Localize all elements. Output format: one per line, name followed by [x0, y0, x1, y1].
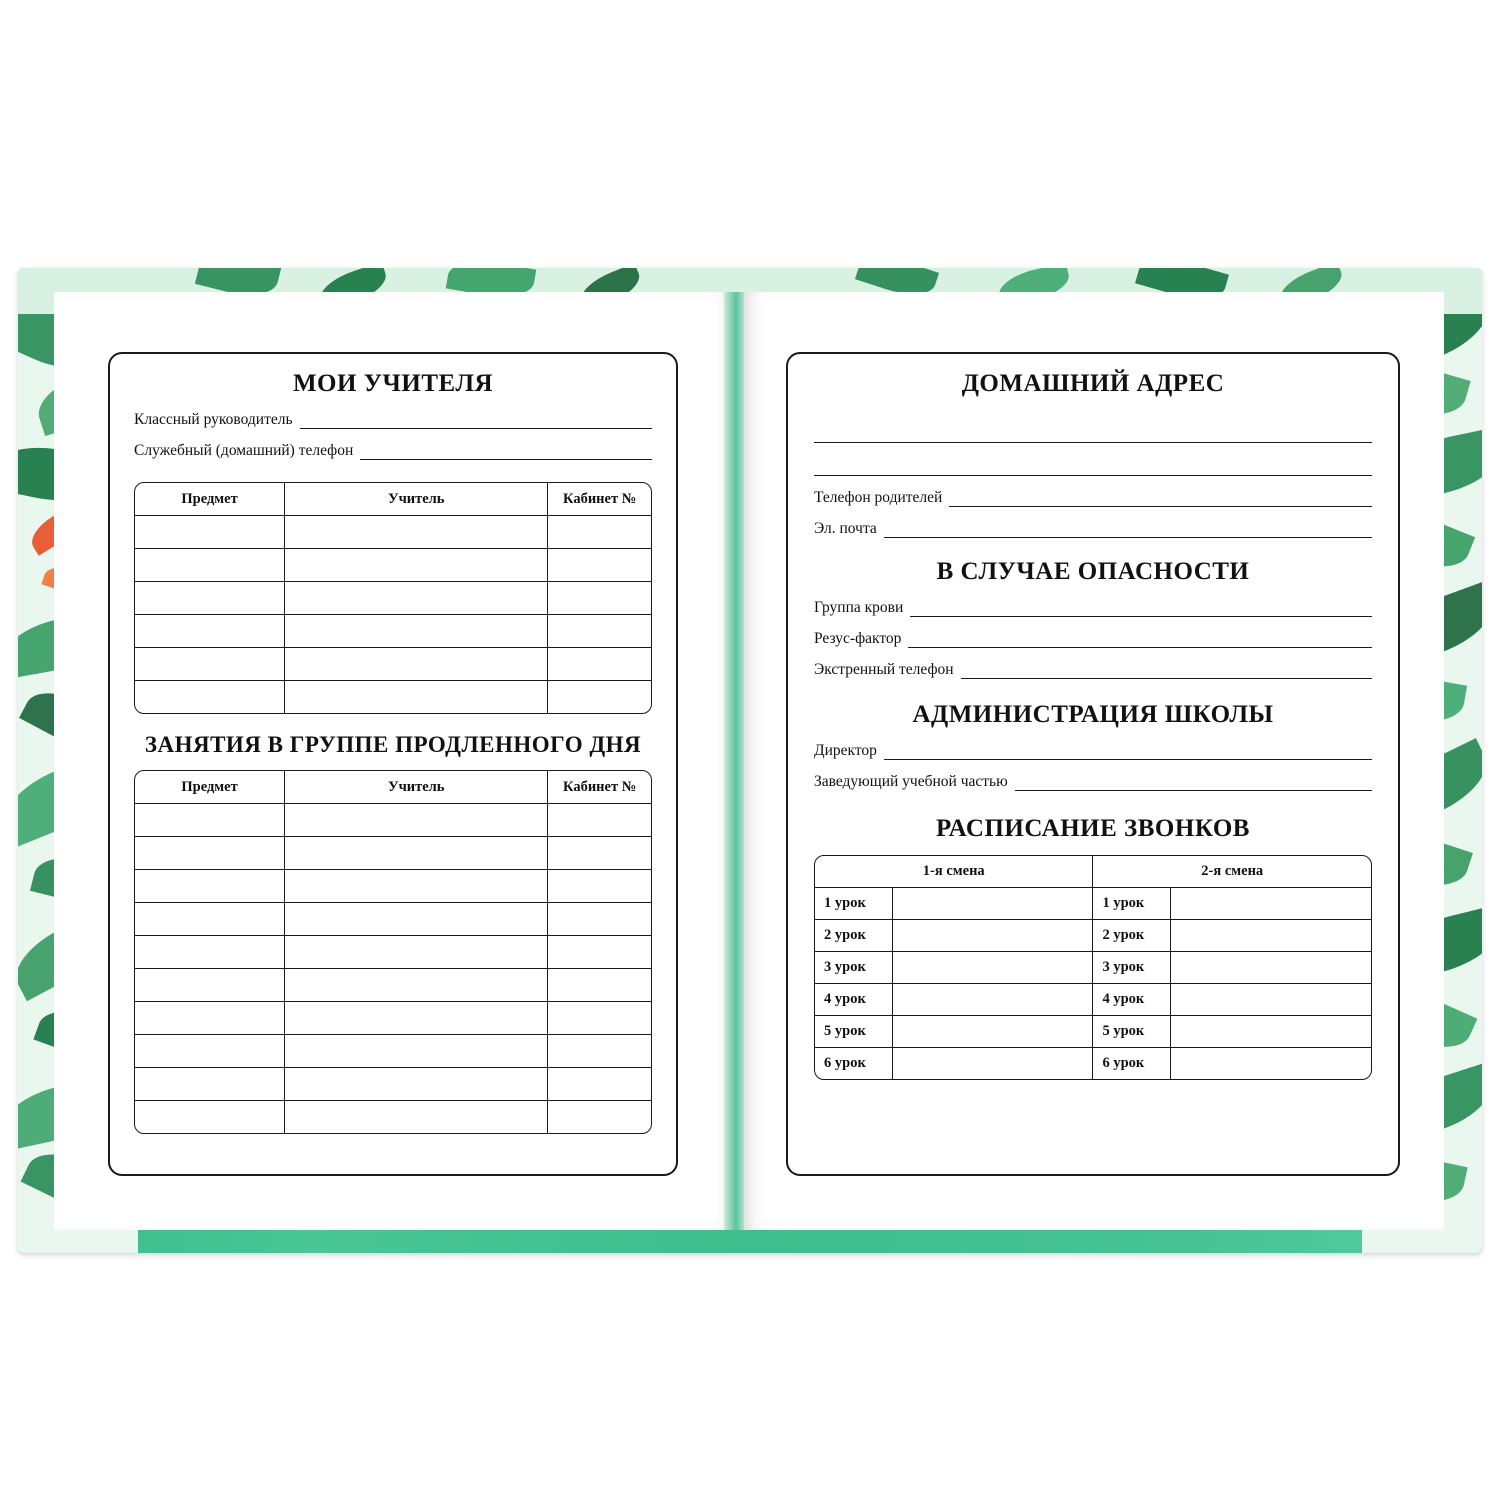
cell-teacher[interactable]: [285, 681, 548, 714]
address-line-1[interactable]: [814, 416, 1372, 443]
field-rh-factor[interactable]: [814, 630, 1372, 648]
table-row[interactable]: [135, 1101, 651, 1134]
cell-teacher[interactable]: [285, 1035, 548, 1068]
cell-subject[interactable]: [135, 648, 285, 681]
table-row[interactable]: [135, 837, 651, 870]
field-parents-phone[interactable]: [814, 489, 1372, 507]
bells-shift1-time[interactable]: [893, 920, 1093, 952]
cell-room[interactable]: [548, 936, 651, 969]
field-blood-group-line[interactable]: [910, 601, 1372, 617]
table-row[interactable]: [135, 1035, 651, 1068]
bells-schedule-title: РАСПИСАНИЕ ЗВОНКОВ: [936, 815, 1250, 842]
cell-teacher[interactable]: [285, 1101, 548, 1134]
bells-shift2-time[interactable]: [1171, 1016, 1371, 1048]
cell-room[interactable]: [548, 648, 651, 681]
right-page-frame: [786, 352, 1400, 1176]
table-row[interactable]: [815, 888, 1371, 920]
bells-shift1-lesson-label: 3 урок: [815, 952, 893, 984]
table-row[interactable]: [135, 582, 651, 615]
cell-teacher[interactable]: [285, 804, 548, 837]
bells-shift1-lesson-label: 4 урок: [815, 984, 893, 1016]
diary-cover: [18, 268, 1482, 1253]
bells-shift2-lesson-label: 6 урок: [1093, 1048, 1171, 1080]
left-page: [54, 292, 734, 1230]
table-row[interactable]: [815, 952, 1371, 984]
bells-shift2-time[interactable]: [1171, 1048, 1371, 1080]
table-row[interactable]: [135, 969, 651, 1002]
bells-table-body: [815, 888, 1371, 1080]
field-head-of-studies-line[interactable]: [1015, 775, 1372, 791]
field-emergency-phone[interactable]: [814, 661, 1372, 679]
cell-teacher[interactable]: [285, 549, 548, 582]
field-head-of-studies-label: Заведующий учебной частью: [814, 773, 1008, 790]
extended-day-table-body: [135, 804, 651, 1134]
field-blood-group[interactable]: [814, 599, 1372, 617]
right-page: [744, 292, 1444, 1230]
bells-shift1-time[interactable]: [893, 1016, 1093, 1048]
bells-shift2-lesson-label: 1 урок: [1093, 888, 1171, 920]
emergency-title: В СЛУЧАЕ ОПАСНОСТИ: [936, 558, 1250, 585]
bells-shift1-time[interactable]: [893, 984, 1093, 1016]
bells-shift1-lesson-label: 6 урок: [815, 1048, 893, 1080]
bells-shift1-lesson-label: 2 урок: [815, 920, 893, 952]
field-class-teacher-line[interactable]: [300, 413, 652, 429]
extended-day-table-wrap: [134, 770, 652, 1134]
field-email-line[interactable]: [884, 522, 1372, 538]
table-row[interactable]: [135, 648, 651, 681]
bells-shift2-time[interactable]: [1171, 920, 1371, 952]
teachers-col-subject: Предмет: [135, 483, 285, 516]
table-row[interactable]: [135, 936, 651, 969]
bells-shift2-lesson-label: 3 урок: [1093, 952, 1171, 984]
bells-shift1-lesson-label: 1 урок: [815, 888, 893, 920]
cell-subject[interactable]: [135, 936, 285, 969]
field-head-of-studies[interactable]: [814, 773, 1372, 791]
cell-teacher[interactable]: [285, 516, 548, 549]
administration-title: АДМИНИСТРАЦИЯ ШКОЛЫ: [912, 701, 1274, 728]
cell-room[interactable]: [548, 549, 651, 582]
cell-room[interactable]: [548, 681, 651, 714]
cell-room[interactable]: [548, 516, 651, 549]
field-blood-group-label: Группа крови: [814, 599, 904, 616]
extended-col-subject: Предмет: [135, 771, 285, 804]
field-emergency-phone-label: Экстренный телефон: [814, 661, 954, 678]
cell-teacher[interactable]: [285, 969, 548, 1002]
cell-teacher[interactable]: [285, 903, 548, 936]
cell-room[interactable]: [548, 903, 651, 936]
cell-subject[interactable]: [135, 969, 285, 1002]
field-teacher-phone-label: Служебный (домашний) телефон: [134, 442, 354, 459]
table-row[interactable]: [135, 549, 651, 582]
teachers-table-body: [135, 516, 651, 714]
home-address-title: ДОМАШНИЙ АДРЕС: [961, 370, 1225, 397]
field-teacher-phone[interactable]: [134, 442, 652, 460]
cell-subject[interactable]: [135, 870, 285, 903]
bells-shift2-lesson-label: 4 урок: [1093, 984, 1171, 1016]
cell-subject[interactable]: [135, 1035, 285, 1068]
cell-teacher[interactable]: [285, 1068, 548, 1101]
extended-day-title: ЗАНЯТИЯ В ГРУППЕ ПРОДЛЕННОГО ДНЯ: [144, 732, 642, 757]
cell-teacher[interactable]: [285, 615, 548, 648]
table-row[interactable]: [815, 984, 1371, 1016]
cell-subject[interactable]: [135, 804, 285, 837]
bells-shift2-lesson-label: 5 урок: [1093, 1016, 1171, 1048]
cell-teacher[interactable]: [285, 648, 548, 681]
cell-subject[interactable]: [135, 516, 285, 549]
bells-shift1-time[interactable]: [893, 952, 1093, 984]
field-rh-factor-label: Резус-фактор: [814, 630, 902, 647]
cell-subject[interactable]: [135, 582, 285, 615]
extended-col-room: Кабинет №: [548, 771, 651, 804]
left-page-frame: [108, 352, 678, 1176]
cell-subject[interactable]: [135, 1101, 285, 1134]
bells-shift1-header: 1-я смена: [815, 856, 1093, 888]
table-row[interactable]: [815, 920, 1371, 952]
bells-shift2-time[interactable]: [1171, 888, 1371, 920]
cell-room[interactable]: [548, 1035, 651, 1068]
cell-subject[interactable]: [135, 903, 285, 936]
table-row[interactable]: [135, 516, 651, 549]
cell-subject[interactable]: [135, 681, 285, 714]
cell-teacher[interactable]: [285, 837, 548, 870]
table-row[interactable]: [135, 870, 651, 903]
table-row[interactable]: [135, 615, 651, 648]
field-principal[interactable]: [814, 742, 1372, 760]
cell-subject[interactable]: [135, 549, 285, 582]
cell-teacher[interactable]: [285, 1002, 548, 1035]
cell-room[interactable]: [548, 582, 651, 615]
table-row[interactable]: [135, 903, 651, 936]
cell-teacher[interactable]: [285, 936, 548, 969]
extended-col-teacher: Учитель: [285, 771, 548, 804]
cell-subject[interactable]: [135, 1068, 285, 1101]
table-row[interactable]: [135, 1068, 651, 1101]
table-row[interactable]: [815, 1016, 1371, 1048]
cell-room[interactable]: [548, 870, 651, 903]
field-principal-line[interactable]: [884, 744, 1372, 760]
address-line-2[interactable]: [814, 449, 1372, 476]
extended-day-table: [135, 771, 651, 1133]
cell-subject[interactable]: [135, 615, 285, 648]
bells-table: [815, 856, 1371, 1079]
table-row[interactable]: [135, 1002, 651, 1035]
field-email[interactable]: [814, 520, 1372, 538]
cell-teacher[interactable]: [285, 870, 548, 903]
field-parents-phone-label: Телефон родителей: [814, 489, 943, 506]
cell-room[interactable]: [548, 804, 651, 837]
table-row[interactable]: [135, 804, 651, 837]
field-class-teacher-label: Классный руководитель: [134, 411, 293, 428]
teachers-table: [135, 483, 651, 713]
field-principal-label: Директор: [814, 742, 877, 759]
bells-shift2-time[interactable]: [1171, 984, 1371, 1016]
table-row[interactable]: [815, 1048, 1371, 1080]
bells-header-row: [815, 856, 1371, 888]
cell-room[interactable]: [548, 837, 651, 870]
bells-shift2-time[interactable]: [1171, 952, 1371, 984]
teachers-col-room: Кабинет №: [548, 483, 651, 516]
bells-shift1-time[interactable]: [893, 888, 1093, 920]
cell-teacher[interactable]: [285, 582, 548, 615]
cell-subject[interactable]: [135, 1002, 285, 1035]
extended-day-header-row: [135, 771, 651, 804]
cell-subject[interactable]: [135, 837, 285, 870]
teachers-table-header-row: [135, 483, 651, 516]
cell-room[interactable]: [548, 1002, 651, 1035]
bells-shift2-header: 2-я смена: [1093, 856, 1371, 888]
field-emergency-phone-line[interactable]: [961, 663, 1372, 679]
bells-table-wrap: [814, 855, 1372, 1080]
field-teacher-phone-line[interactable]: [360, 444, 652, 460]
bells-shift1-lesson-label: 5 урок: [815, 1016, 893, 1048]
field-class-teacher[interactable]: [134, 411, 652, 429]
field-email-label: Эл. почта: [814, 520, 877, 537]
cell-room[interactable]: [548, 1068, 651, 1101]
cell-room[interactable]: [548, 615, 651, 648]
field-parents-phone-line[interactable]: [949, 491, 1372, 507]
cell-room[interactable]: [548, 1101, 651, 1134]
table-row[interactable]: [135, 681, 651, 714]
field-rh-factor-line[interactable]: [908, 632, 1372, 648]
cell-room[interactable]: [548, 969, 651, 1002]
bells-shift1-time[interactable]: [893, 1048, 1093, 1080]
teachers-col-teacher: Учитель: [285, 483, 548, 516]
bells-shift2-lesson-label: 2 урок: [1093, 920, 1171, 952]
teachers-table-wrap: [134, 482, 652, 714]
my-teachers-title: МОИ УЧИТЕЛЯ: [292, 370, 494, 397]
